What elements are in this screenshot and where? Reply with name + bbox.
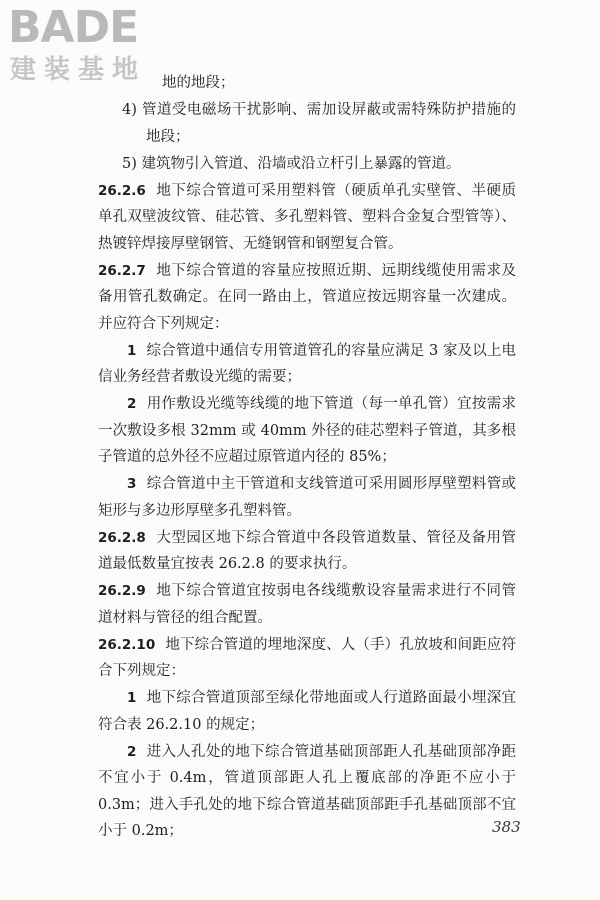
clause-26-2-7-item-2 [98,391,516,471]
clause-number: 26.2.7 [98,262,146,279]
clause-text: 地下综合管道的容量应按照近期、远期线缆使用需求及备用管孔数确定。在同一路由上，管道应按远期容量一次建成。并应符合下列规定： [98,262,516,332]
paragraph-continuation: 地的地段； [162,75,235,91]
clause-number: 26.2.8 [98,529,146,546]
item-text: 综合管道中主干管道和支线管道可采用圆形厚壁塑料管或矩形与多边形厚壁多孔塑料管。 [98,476,516,519]
clause-number: 26.2.9 [98,583,146,599]
list-item-number: 4) [122,102,137,118]
item-text: 综合管道中通信专用管道管孔的容量应满足 3 家及以上电信业务经营者敷设光缆的需要； [98,342,516,385]
clause-text: 地下综合管道宜按弱电各线缆敷设容量需求进行不同管道材料与管径的组合配置。 [98,583,516,626]
clause-26-2-6 [98,178,516,258]
item-text: 地下综合管道顶部至绿化带地面或人行道路面最小埋深宜符合表 26.2.10 的规定； [98,690,516,733]
clause-26-2-7-item-1 [98,338,516,391]
item-number: 3 [127,476,137,492]
list-item-5 [98,151,516,178]
clause-26-2-7-item-3 [98,471,516,524]
list-item-text: 管道受电磁场干扰影响、需加设屏蔽或需特殊防护措施的地段； [141,102,517,145]
item-number: 1 [127,342,137,359]
clause-26-2-8 [98,525,516,578]
list-item-text: 建筑物引入管道、沿墙或沿立杆引上暴露的管道。 [141,155,461,172]
list-item-number: 5) [122,155,137,172]
watermark-brand: BADE [8,2,139,53]
clause-text: 地下综合管道可采用塑料管（硬质单孔实壁管、半硬质单孔双壁波纹管、硅芯管、多孔塑料管、塑料合金复合型管等）、热镀锌焊接厚壁钢管、无缝钢管和钢塑复合管。 [98,182,516,252]
item-number: 1 [127,690,137,706]
clause-text: 地下综合管道的埋地深度、人（手）孔放坡和间距应符合下列规定： [98,636,516,679]
clause-number: 26.2.6 [98,182,146,199]
clause-26-2-10-item-1 [98,685,516,738]
clause-26-2-9 [98,578,516,631]
item-text: 用作敷设光缆等线缆的地下管道（每一单孔管）宜按需求一次敷设多根 32mm 或 40mm 外径的硅芯塑料子管道，其多根子管道的总外径不应超过原管道内径的 85%； [98,396,516,465]
item-number: 2 [127,396,137,412]
clause-26-2-7 [98,258,516,338]
body-text [98,70,516,845]
clause-26-2-10-item-2 [98,739,516,845]
page-number: 383 [492,818,521,836]
item-text: 进入人孔处的地下综合管道基础顶部距人孔基础顶部净距不宜小于 0.4m，管道顶部距人孔上覆底部的净距不应小于 0.3m；进入手孔处的地下综合管道基础顶部距手孔基础顶部不宜小于 0.2m； [98,743,516,839]
clause-26-2-10 [98,632,516,685]
clause-text: 大型园区地下综合管道中各段管道数量、管径及备用管道最低数量宜按表 26.2.8 的要求执行。 [98,529,516,572]
list-item-4 [98,97,516,150]
item-number: 2 [127,743,137,760]
watermark-subtitle: 建装基地 [10,55,147,85]
clause-number: 26.2.10 [98,636,156,653]
